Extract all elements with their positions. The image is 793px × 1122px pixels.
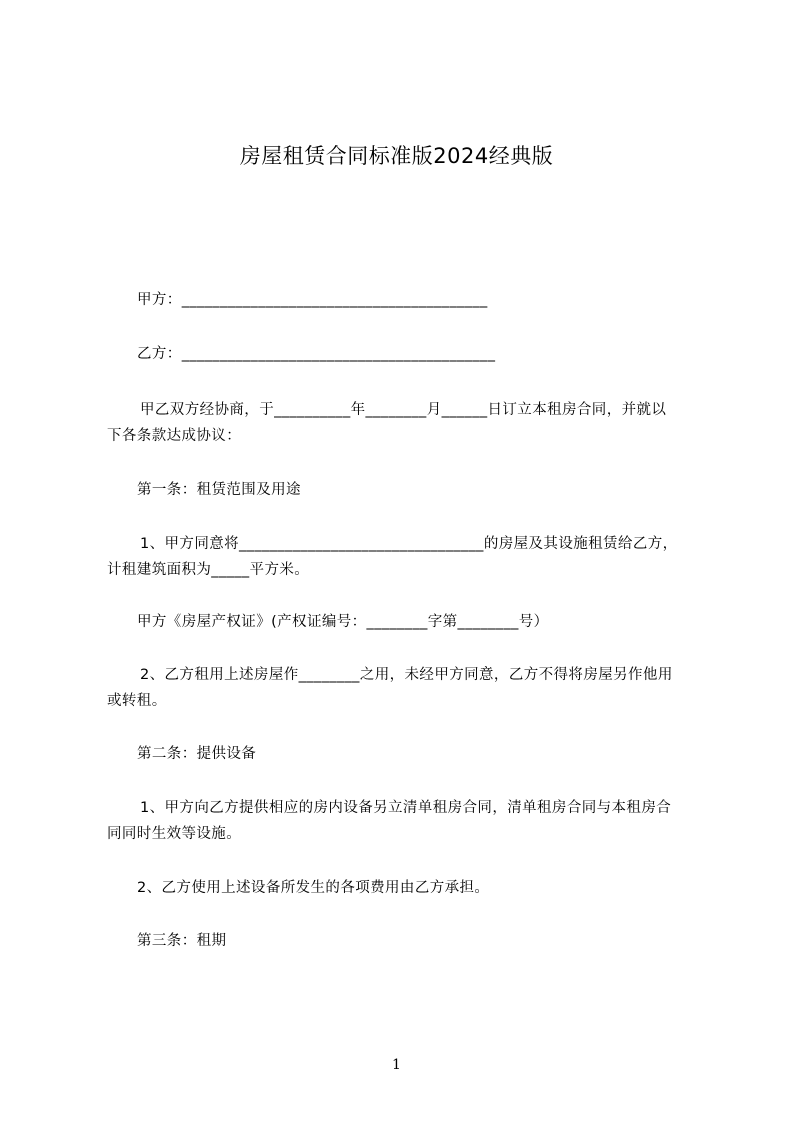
article-2-clause-1-line-1: 1、甲方向乙方提供相应的房内设备另立清单租房合同，清单租房合同与本租房合 [140, 800, 672, 816]
page-number: 1 [392, 1057, 401, 1073]
document-title: 房屋租赁合同标准版2024经典版 [239, 144, 554, 168]
party-a-line: 甲方：________________________________________ [137, 292, 488, 308]
article-2-heading: 第二条：提供设备 [137, 746, 257, 762]
article-1-heading: 第一条：租赁范围及用途 [137, 482, 301, 498]
intro-line-1: 甲乙双方经协商，于__________年________月______日订立本租房合同，并就以 [140, 402, 667, 418]
property-certificate-line: 甲方《房屋产权证》(产权证编号：________字第________号） [137, 614, 549, 630]
article-2-clause-2: 2、乙方使用上述设备所发生的各项费用由乙方承担。 [137, 880, 490, 896]
article-1-clause-2-line-2: 或转租。 [107, 693, 167, 709]
article-1-clause-2-line-1: 2、乙方租用上述房屋作________之用，未经甲方同意，乙方不得将房屋另作他用 [140, 667, 673, 683]
article-2-clause-1-line-2: 同同时生效等设施。 [107, 826, 242, 842]
article-3-heading: 第三条：租期 [137, 933, 227, 949]
intro-line-2: 下各条款达成协议： [107, 428, 242, 444]
article-1-clause-1-line-2: 计租建筑面积为_____平方米。 [107, 562, 310, 578]
article-1-clause-1-line-1: 1、甲方同意将________________________________的房屋及其设施租赁给乙方， [140, 536, 678, 552]
party-b-line: 乙方：_________________________________________ [137, 346, 496, 362]
